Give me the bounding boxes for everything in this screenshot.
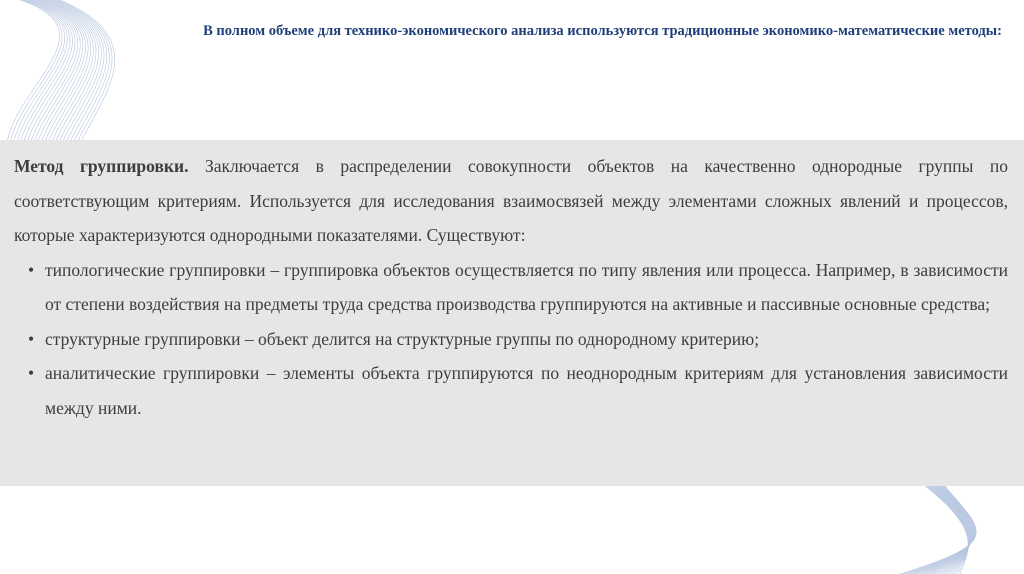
list-item — [14, 322, 1008, 357]
list-item — [14, 356, 1008, 425]
list-item — [14, 253, 1008, 322]
content-body — [14, 149, 1008, 425]
grouping-types-list — [14, 253, 1008, 426]
bullet-icon: • — [28, 328, 35, 349]
intro-paragraph — [14, 149, 1008, 253]
bullet-icon: • — [28, 259, 35, 280]
method-name: Метод группировки. — [14, 156, 189, 176]
method-description: Заключается в распределении совокупности объектов на качественно однородные группы по соответствующим критериям. Используется для исследования взаимосвязей между элементами сложных явлений и процессов, которые характеризуются однородными показателями. Существуют: — [14, 156, 1008, 245]
list-item-text: типологические группировки – группировка объектов осуществляется по типу явления или процесса. Например, в зависимости от степени воздействия на предметы труда средства производства группируются на активные и пассивные основные средства; — [45, 259, 1008, 314]
bullet-icon: • — [28, 363, 35, 383]
list-item-text: структурные группировки – объект делится на структурные группы по однородному критерию; — [45, 328, 760, 349]
slide-title: В полном объеме для технико-экономического анализа используются традиционные экономико-математические методы: — [203, 23, 1002, 39]
list-item-text: аналитические группировки – элементы объекта группируются по неоднородным критериям для установления зависимости между ними. — [45, 363, 1008, 418]
